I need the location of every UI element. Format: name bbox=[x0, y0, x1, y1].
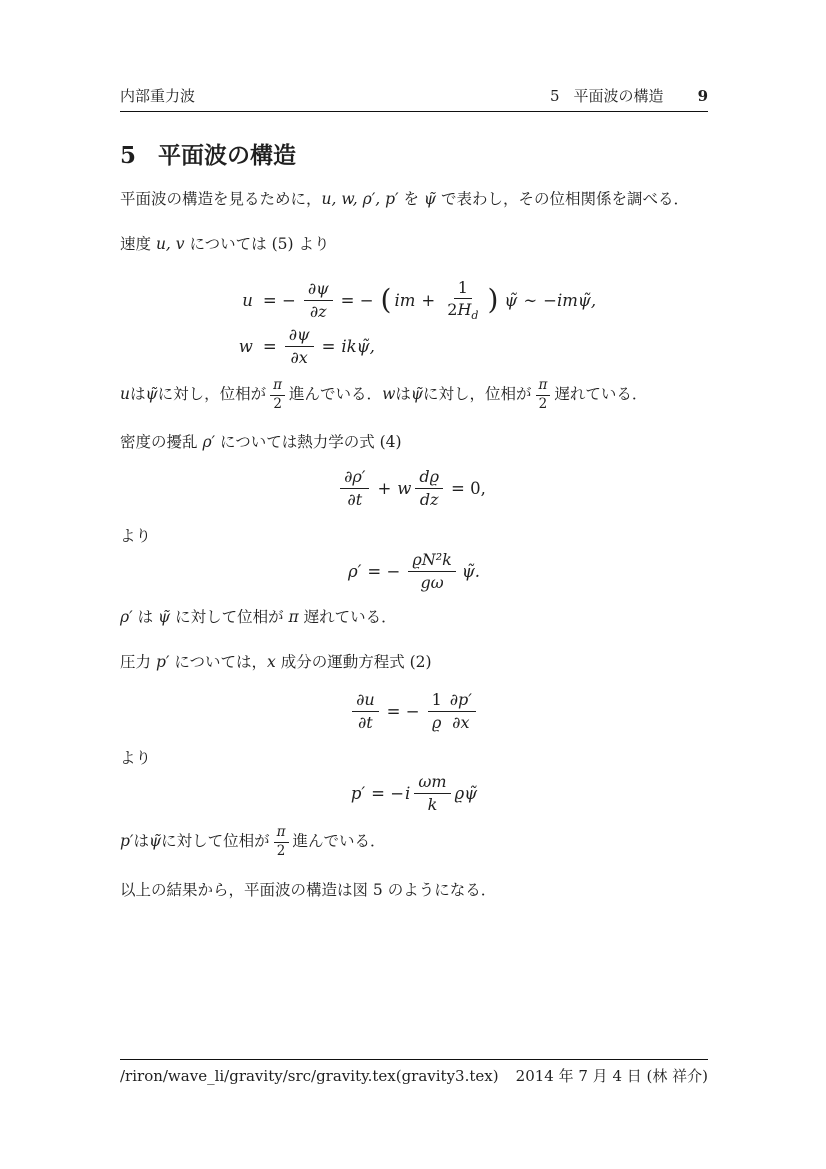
fraction-numerator: ωm bbox=[414, 772, 450, 793]
math-var: ρ′ bbox=[347, 561, 362, 581]
text-run: 圧力 bbox=[120, 653, 156, 671]
paragraph-phase-rho bbox=[120, 606, 708, 629]
equation-pressure bbox=[120, 767, 708, 819]
inline-fraction bbox=[270, 378, 285, 412]
equation-w-row bbox=[231, 323, 376, 369]
text-run: は bbox=[395, 385, 411, 404]
math-var: ψ̃. bbox=[461, 561, 481, 581]
math-run: ρ′ bbox=[202, 433, 216, 451]
fraction-numerator: ∂ψ bbox=[285, 325, 314, 346]
math-var: ikψ̃, bbox=[341, 336, 375, 356]
left-paren: ( bbox=[380, 283, 392, 316]
fraction bbox=[428, 690, 446, 731]
fraction bbox=[446, 690, 476, 731]
math-subscript: d bbox=[471, 309, 479, 323]
text-run: に対して位相が bbox=[170, 608, 289, 626]
fraction-numerator: 1 bbox=[428, 690, 446, 711]
header-doc-title: 内部重力波 bbox=[120, 87, 196, 105]
section-heading bbox=[120, 137, 708, 170]
fraction-numerator: 1 bbox=[454, 278, 472, 299]
fraction bbox=[415, 467, 443, 508]
math-var: −imψ̃, bbox=[543, 290, 597, 310]
math-var: ψ̃ bbox=[504, 290, 518, 310]
math-run: p′ bbox=[155, 653, 170, 671]
page-header bbox=[120, 85, 708, 112]
equation-thermo bbox=[120, 462, 708, 514]
math-run: ψ̃ bbox=[158, 608, 171, 626]
fraction-denominator: 2 bbox=[273, 395, 282, 412]
fraction-denominator: 2 bbox=[276, 842, 286, 859]
math-var: ϱψ̃ bbox=[454, 783, 478, 803]
page-footer bbox=[120, 1059, 708, 1086]
equation-uw-align bbox=[231, 277, 597, 369]
equation-rho bbox=[120, 545, 708, 597]
footer-date-author: 2014 年 7 月 4 日 (林 祥介) bbox=[515, 1067, 708, 1085]
math-run: u bbox=[120, 385, 130, 404]
text-run: 成分の運動方程式 (2) bbox=[275, 653, 432, 671]
equation-momentum bbox=[120, 685, 708, 737]
fraction-denominator: ∂x bbox=[290, 347, 308, 367]
paragraph-phase-p bbox=[120, 820, 708, 864]
fraction bbox=[443, 278, 482, 323]
math-run: p′ bbox=[120, 832, 134, 851]
fraction-numerator: ∂u bbox=[352, 690, 379, 711]
math-op: = bbox=[262, 336, 277, 356]
math-op: = − bbox=[386, 701, 420, 721]
text-run: は bbox=[132, 608, 158, 626]
text-run: については (5) より bbox=[184, 235, 330, 253]
paragraph-phase-uw bbox=[120, 373, 708, 417]
math-op: = 0, bbox=[451, 478, 486, 498]
text-run: は bbox=[133, 832, 149, 851]
math-op: = − bbox=[371, 783, 405, 803]
math-var: H bbox=[457, 299, 472, 319]
math-run: u, v bbox=[155, 235, 185, 253]
fraction bbox=[285, 325, 314, 366]
math-run: π bbox=[288, 608, 299, 626]
text-run: より bbox=[120, 527, 152, 545]
math-var: u bbox=[242, 290, 253, 310]
text-run: 密度の擾乱 bbox=[120, 433, 203, 451]
fraction-numerator: π bbox=[536, 378, 551, 396]
fraction bbox=[352, 690, 379, 731]
fraction bbox=[304, 279, 333, 320]
header-page-number: 9 bbox=[697, 87, 708, 105]
text-run: に対し，位相が bbox=[157, 385, 267, 404]
header-section-number: 5 bbox=[550, 87, 560, 105]
math-run: w bbox=[382, 385, 396, 404]
equation-uw bbox=[120, 277, 708, 369]
right-paren: ) bbox=[487, 283, 499, 316]
text-run: で表わし，その位相関係を調べる． bbox=[436, 190, 690, 208]
fraction-denominator bbox=[443, 299, 482, 322]
math-var: i bbox=[405, 783, 411, 803]
fraction-numerator: π bbox=[274, 825, 289, 843]
text-run: 進んでいる． bbox=[292, 832, 386, 851]
fraction-numerator: π bbox=[270, 378, 285, 396]
section-heading-number: 5 bbox=[120, 142, 137, 169]
footer-rule bbox=[120, 1059, 708, 1060]
fraction-denominator: 2 bbox=[538, 395, 548, 412]
math-op: = − bbox=[340, 290, 374, 310]
math-num: 2 bbox=[447, 299, 458, 319]
math-run: ψ̃ bbox=[410, 385, 424, 404]
math-var: w bbox=[238, 336, 253, 356]
math-op: = − bbox=[367, 561, 401, 581]
math-var: im bbox=[394, 290, 416, 310]
text-run: 進んでいる． bbox=[289, 385, 383, 404]
inline-fraction bbox=[536, 378, 551, 412]
text-run: を bbox=[398, 190, 424, 208]
math-op: ∼ bbox=[523, 290, 538, 310]
fraction-denominator: ϱ bbox=[431, 712, 442, 732]
text-run: 遅れている． bbox=[554, 385, 648, 404]
text-run: 平面波の構造を見るために， bbox=[120, 190, 322, 208]
text-run: 遅れている． bbox=[298, 608, 397, 626]
math-run: ψ̃ bbox=[148, 832, 162, 851]
fraction-numerator: ∂ψ bbox=[304, 279, 333, 300]
math-run: x bbox=[267, 653, 276, 671]
fraction-numerator: dϱ bbox=[415, 467, 443, 488]
header-right bbox=[550, 85, 708, 106]
fraction bbox=[408, 550, 456, 591]
header-rule bbox=[120, 111, 708, 112]
inline-fraction bbox=[274, 825, 289, 859]
paragraph-velocity bbox=[120, 233, 708, 256]
math-run: ψ̃ bbox=[423, 190, 437, 208]
fraction bbox=[340, 467, 369, 508]
section-heading-title: 平面波の構造 bbox=[158, 142, 297, 169]
equation-u-row bbox=[231, 277, 597, 323]
text-run: 以上の結果から，平面波の構造は図 5 のようになる． bbox=[120, 881, 497, 899]
text-run: については熱力学の式 (4) bbox=[215, 433, 402, 451]
text-run: より bbox=[120, 749, 152, 767]
fraction-numerator: ∂ρ′ bbox=[340, 467, 369, 488]
fraction-numerator: ∂p′ bbox=[446, 690, 476, 711]
math-op: = − bbox=[262, 290, 296, 310]
math-var: w bbox=[397, 478, 412, 498]
fraction-denominator: dz bbox=[419, 489, 439, 509]
text-run: に対して位相が bbox=[161, 832, 270, 851]
math-op: + bbox=[377, 478, 392, 498]
fraction-denominator: ∂x bbox=[452, 712, 470, 732]
text-run: に対し，位相が bbox=[423, 385, 532, 404]
math-run: u, w, ρ′, p′ bbox=[321, 190, 399, 208]
fraction-denominator: ∂z bbox=[309, 301, 327, 321]
math-run: ρ′ bbox=[120, 608, 133, 626]
paragraph-pressure bbox=[120, 651, 708, 674]
fraction-denominator: ∂t bbox=[347, 489, 363, 509]
math-run: ψ̃ bbox=[145, 385, 158, 404]
math-op: = bbox=[321, 336, 336, 356]
fraction-denominator: k bbox=[427, 794, 438, 814]
paragraph-density bbox=[120, 431, 708, 454]
fraction-denominator: ∂t bbox=[358, 712, 373, 732]
fraction-numerator: ϱN²k bbox=[408, 550, 456, 571]
math-var: p′ bbox=[350, 783, 366, 803]
text-run: 速度 bbox=[120, 235, 156, 253]
fraction-denominator: gω bbox=[420, 572, 444, 592]
math-op: + bbox=[421, 290, 436, 310]
footer-file-path: /riron/wave_li/gravity/src/gravity.tex(gravity3.tex) bbox=[120, 1067, 499, 1085]
text-run: については， bbox=[169, 653, 268, 671]
text-run: は bbox=[129, 385, 146, 404]
paragraph-intro bbox=[120, 188, 708, 211]
header-section-title: 平面波の構造 bbox=[573, 87, 664, 105]
paragraph-conclusion bbox=[120, 879, 708, 902]
fraction bbox=[414, 772, 450, 813]
